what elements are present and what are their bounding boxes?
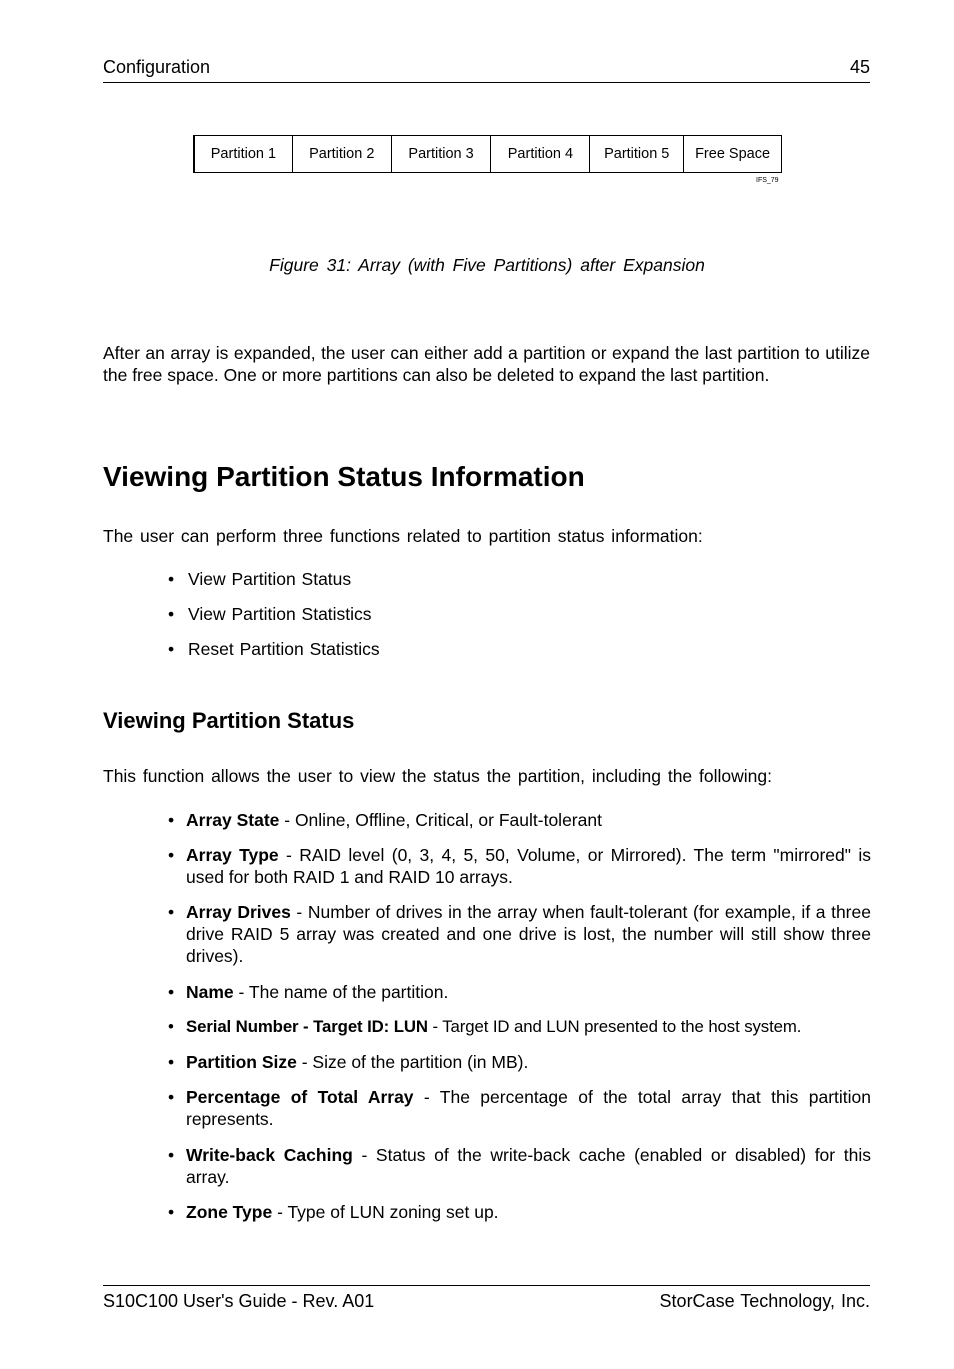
- figure-caption: Figure 31: Array (with Five Partitions) after Expansion: [269, 255, 705, 275]
- footer-document-title: S10C100 User's Guide - Rev. A01: [103, 1291, 375, 1311]
- item-desc: - Target ID and LUN presented to the host system.: [427, 1017, 802, 1036]
- item-desc: - Size of the partition (in MB).: [296, 1052, 529, 1072]
- item-desc: - RAID level (0, 3, 4, 5, 50, Volume, or Mirrored). The term "mirrored" is used for both RAID 1 and RAID 10 arrays.: [186, 845, 871, 887]
- list-item: • Serial Number - Target ID: LUN - Target ID and LUN presented to the host system.: [168, 1017, 802, 1036]
- list-item: • Write-back Caching - Status of the write-back cache (enabled or disabled) for this array.: [168, 1145, 871, 1187]
- item-desc: - Number of drives in the array when fault-tolerant (for example, if a three drive RAID 5 array was created and one drive is lost, the number will still show three drives).: [186, 902, 871, 966]
- section-heading: Viewing Partition Status Information: [103, 461, 585, 492]
- list-item: • Name - The name of the partition.: [168, 982, 449, 1002]
- free-space-cell: Free Space: [695, 146, 771, 162]
- item-desc: - Online, Offline, Critical, or Fault-tolerant: [279, 810, 602, 830]
- partition-diagram: [193, 135, 782, 173]
- list-item: • Array Type - RAID level (0, 3, 4, 5, 50, Volume, or Mirrored). The term "mirrored" is used for both RAID 1 and RAID 10 arrays.: [168, 845, 871, 887]
- item-term: Percentage of Total Array: [186, 1087, 414, 1107]
- function-list: [168, 569, 380, 674]
- partition-cell-5: Partition 5: [590, 136, 684, 172]
- footer-company: StorCase Technology, Inc.: [659, 1291, 870, 1311]
- function-label: Reset Partition Statistics: [188, 639, 380, 659]
- figure-tag: IFS_79: [756, 177, 779, 184]
- subsection-intro: This function allows the user to view the status the partition, including the following:: [103, 766, 772, 786]
- partition-cell-4: Partition 4: [491, 136, 590, 172]
- item-term: Array State: [186, 810, 280, 830]
- partition-cell-1: Partition 1: [195, 136, 293, 172]
- list-item: • Partition Size - Size of the partition (in MB).: [168, 1052, 529, 1072]
- item-term: Array Drives: [186, 902, 291, 922]
- partition-cell-2: Partition 2: [293, 136, 392, 172]
- item-desc: - Type of LUN zoning set up.: [272, 1202, 499, 1222]
- item-desc: - The percentage of the total array that this partition represents.: [186, 1087, 871, 1129]
- item-term: Zone Type: [186, 1202, 273, 1222]
- function-label: View Partition Statistics: [188, 604, 372, 624]
- item-term: Write-back Caching: [186, 1145, 353, 1165]
- intro-paragraph: After an array is expanded, the user can either add a partition or expand the last partition to utilize the free space. One or more partitions can also be deleted to expand the last partition.: [103, 343, 870, 385]
- function-label: View Partition Status: [188, 569, 352, 589]
- list-item: • View Partition Status: [168, 569, 352, 589]
- item-desc: - Status of the write-back cache (enabled or disabled) for this array.: [186, 1145, 871, 1187]
- footer-rule: [103, 1285, 870, 1286]
- section-intro: The user can perform three functions related to partition status information:: [103, 526, 703, 546]
- item-term: Partition Size: [186, 1052, 297, 1072]
- running-header-section: Configuration: [103, 57, 211, 77]
- list-item: • Zone Type - Type of LUN zoning set up.: [168, 1202, 499, 1222]
- list-item: • Array Drives - Number of drives in the array when fault-tolerant (for example, if a three drive RAID 5 array was created and one drive is lost, the number will still show three drives).: [168, 902, 871, 966]
- list-item: • View Partition Statistics: [168, 604, 372, 624]
- item-desc: - The name of the partition.: [233, 982, 449, 1002]
- subsection-heading: Viewing Partition Status: [103, 708, 355, 733]
- list-item: • Percentage of Total Array - The percentage of the total array that this partition represents.: [168, 1087, 871, 1129]
- item-term: Serial Number - Target ID: LUN: [186, 1017, 428, 1036]
- item-term: Array Type: [186, 845, 279, 865]
- page-number: 45: [849, 57, 870, 77]
- partition-cell-3: Partition 3: [392, 136, 492, 172]
- list-item: • Reset Partition Statistics: [168, 639, 380, 659]
- header-rule: [103, 82, 870, 83]
- item-term: Name: [186, 982, 234, 1002]
- list-item: • Array State - Online, Offline, Critical, or Fault-tolerant: [168, 810, 602, 830]
